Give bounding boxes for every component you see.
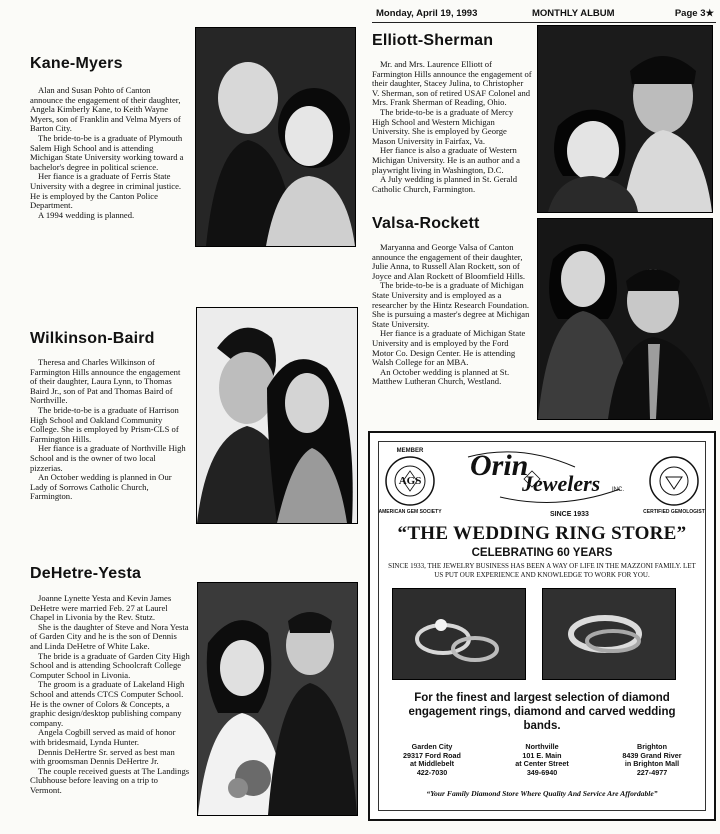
- article-dehetre-yesta: [30, 594, 190, 795]
- headline-wilkinson-baird: Wilkinson-Baird: [30, 330, 155, 347]
- masthead-date: Monday, April 19, 1993: [376, 8, 478, 19]
- ags-society-label: AMERICAN GEM SOCIETY: [378, 509, 442, 515]
- article-paragraph: Joanne Lynette Yesta and Kevin James DeHetre were married Feb. 27 at Laurel Chapel in Livonia by the Rev. Stutz.: [30, 593, 172, 623]
- article-paragraph: Her fiance is a graduate of Michigan State University and is employed by the Ford Motor Co. Design Center. He is attending Walsh College for an MBA.: [372, 328, 526, 368]
- orin-jewelers-ad: [368, 431, 716, 821]
- brand-name-jewelers: Jewelers: [522, 471, 601, 496]
- article-paragraph: The bride-to-be is a graduate of Harrison High School and Oakland Community College. She is employed by Prism-CLS of Farmington Hills.: [30, 404, 179, 444]
- photo-wilkinson-baird: [196, 307, 358, 524]
- masthead-section: MONTHLY ALBUM: [532, 8, 615, 19]
- brand-name-orin: Orin: [470, 449, 529, 482]
- photo-dehetre-yesta: [197, 582, 358, 816]
- article-paragraph: Maryanna and George Valsa of Canton announce the engagement of their daughter, Julie Anna, to Russell Alan Rockett, son of Joyce and Alan Rockett of Bloomfield Hills.: [372, 242, 525, 281]
- location-phone: 422-7030: [416, 767, 448, 777]
- ad-title: “THE WEDDING RING STORE”: [397, 523, 687, 544]
- headline-elliott-sherman: Elliott-Sherman: [372, 32, 494, 49]
- photo-valsa-rockett: [537, 218, 713, 420]
- article-paragraph: The bride-to-be is a graduate of Michigan State University and is employed as a researcher by the Hintz Research Foundation. She is pursuing a master's degree at Michigan State University.: [372, 280, 530, 329]
- ad-celebrating: CELEBRATING 60 YEARS: [471, 547, 613, 559]
- article-kane-myers: [30, 86, 185, 220]
- headline-kane-myers: Kane-Myers: [30, 55, 123, 72]
- ags-member-label: MEMBER: [396, 448, 424, 454]
- certified-gemologist-seal-icon: [648, 455, 700, 507]
- masthead: [372, 6, 716, 23]
- ring-photo-right: [542, 588, 676, 680]
- article-wilkinson-baird: [30, 358, 188, 502]
- article-paragraph: She is the daughter of Steve and Nora Yesta of Garden City and he is the son of Dennis and Linda DeHetre of White Lake.: [30, 621, 189, 651]
- photo-elliott-sherman: [537, 25, 713, 213]
- article-paragraph: Her fiance is a graduate of Ferris State University with a degree in criminal justice. He is employed by the Canton Police Department.: [30, 171, 182, 211]
- article-paragraph: The couple received guests at The Landings Clubhouse before leaving on a trip to Vermont.: [30, 765, 190, 795]
- location-cross-street: in Brighton Mall: [624, 759, 680, 769]
- article-paragraph: Her fiance is a graduate of Northville High School and is the owner of two local pizzerias.: [30, 443, 186, 473]
- article-paragraph: The bride-to-be is a graduate of Plymouth Salem High School and is attending Michigan State University working toward a bachelor's degree in political science.: [30, 132, 184, 172]
- article-paragraph: Alan and Susan Pohto of Canton announce the engagement of their daughter, Angela Kimberly Kane, to Keith Wayne Myers, son of Franklin and Velma Myers of Barton City.: [30, 85, 181, 134]
- location-garden-city: [380, 743, 484, 777]
- article-paragraph: Mr. and Mrs. Laurence Elliott of Farmington Hills announce the engagement of their daughter, Stacey Julina, to Christopher V. Sherman, son of retired USAF Colonel and Mrs. Frank Sherman of Reading, Ohio.: [372, 59, 532, 108]
- article-paragraph: Angela Cogbill served as maid of honor with bridesmaid, Lynda Hunter.: [30, 727, 176, 747]
- location-address: 29317 Ford Road: [403, 750, 461, 760]
- ags-label: AGS: [398, 475, 422, 487]
- article-valsa-rockett: [372, 243, 532, 387]
- masthead-page: Page 3★: [674, 8, 714, 19]
- article-paragraph: A 1994 wedding is planned.: [38, 209, 135, 220]
- location-phone: 349-6940: [526, 767, 558, 777]
- location-address: 8439 Grand River: [622, 750, 682, 760]
- article-paragraph: Theresa and Charles Wilkinson of Farmington Hills announce the engagement of their daughter, Laura Lynn, to Thomas Baird Jr., son of Pat and Thomas Baird of Northville.: [30, 357, 181, 406]
- since-1933-label: SINCE 1933: [550, 511, 589, 518]
- article-paragraph: Dennis DeHertre Sr. served as best man with groomsman Dennis DeHertre Jr.: [30, 746, 175, 767]
- location-address: 101 E. Main: [522, 750, 562, 760]
- ad-slogan: “Your Family Diamond Store Where Quality And Service Are Affordable”: [426, 789, 658, 798]
- ad-blurb: SINCE 1933, THE JEWELRY BUSINESS HAS BEEN A WAY OF LIFE IN THE MAZZONI FAMILY. LET US PUT OUR EXPERIENCE AND KNOWLEDGE TO WORK FOR YOU.: [388, 562, 696, 579]
- article-elliott-sherman: [372, 60, 532, 194]
- location-brighton: [600, 743, 704, 777]
- article-paragraph: Her fiance is also a graduate of Western Michigan University. He is an author and a playwright living in Washington, D.C.: [372, 145, 520, 175]
- headline-dehetre-yesta: DeHetre-Yesta: [30, 565, 142, 582]
- article-paragraph: The groom is a graduate of Lakeland High School and attends CTCS Computer School. He is the owner of Colors & Concepts, a graphic design/desktop publishing company company.: [30, 679, 185, 728]
- article-paragraph: A July wedding is planned in St. Gerald Catholic Church, Farmington.: [372, 174, 518, 194]
- location-northville: [490, 743, 594, 777]
- location-cross-street: at Middlebelt: [410, 759, 454, 769]
- photo-kane-myers: [195, 27, 356, 247]
- article-paragraph: An October wedding is planned at St. Matthew Lutheran Church, Westland.: [372, 366, 510, 387]
- ad-tagline: For the finest and largest selection of diamond engagement rings, diamond and carved wedding bands.: [408, 692, 676, 732]
- article-paragraph: An October wedding is planned in Our Lady of Sorrows Catholic Church, Farmington.: [30, 472, 172, 502]
- location-phone: 227-4977: [636, 767, 668, 777]
- location-city: Brighton: [637, 742, 667, 751]
- location-cross-street: at Center Street: [515, 759, 569, 769]
- article-paragraph: The bride-to-be is a graduate of Mercy High School and Western Michigan University. She is employed by George Mason University in Fairfax, Va.: [372, 106, 514, 146]
- headline-valsa-rockett: Valsa-Rockett: [372, 215, 480, 232]
- article-paragraph: The bride is a graduate of Garden City High School and is attending Schoolcraft College Computer School in Livonia.: [30, 650, 190, 680]
- location-city: Garden City: [411, 742, 453, 751]
- brand-inc: INC.: [612, 487, 624, 493]
- ring-photo-left: [392, 588, 526, 680]
- gemologist-label: CERTIFIED GEMOLOGIST: [643, 509, 705, 515]
- location-city: Northville: [525, 742, 559, 751]
